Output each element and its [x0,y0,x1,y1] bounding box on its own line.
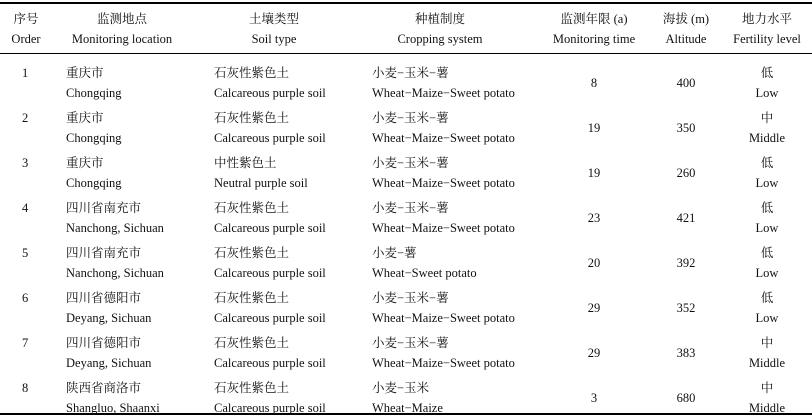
row-soil-type-en: Neutral purple soil [214,176,308,190]
row-fertility-cn: 低 [760,156,774,170]
row-cropping-system [372,288,542,328]
header-time-en: Monitoring time [552,32,636,46]
row-cropping-system-cn: 小麦−玉米−薯 [372,336,449,350]
row-order-value: 7 [22,336,29,350]
row-cropping-system [372,378,542,418]
row-location-cn: 陕西省商洛市 [66,381,142,395]
row-location-en: Nanchong, Sichuan [66,266,164,280]
row-cropping-system-en: Wheat−Maize−Sweet potato [372,311,515,325]
row-altitude [654,388,718,408]
row-altitude [654,73,718,93]
row-soil-type-en: Calcareous purple soil [214,356,326,370]
row-location-cn: 重庆市 [66,66,104,80]
row-fertility-en: Low [755,221,779,235]
row-soil-type-cn: 石灰性紫色土 [214,111,290,125]
header-fertility [722,9,812,49]
row-monitoring-time [546,208,642,228]
row-cropping-system-cn: 小麦−玉米−薯 [372,201,449,215]
row-soil-type-cn: 石灰性紫色土 [214,291,290,305]
row-location-en: Chongqing [66,86,122,100]
row-location-en: Shangluo, Shaanxi [66,401,160,415]
row-fertility-cn: 中 [760,381,774,395]
row-soil-type-cn: 石灰性紫色土 [214,336,290,350]
row-fertility [722,63,812,103]
row-order-value: 5 [22,246,29,260]
header-rule [0,53,812,54]
header-crop [380,9,500,49]
row-order-value: 6 [22,291,29,305]
row-cropping-system-cn: 小麦−玉米−薯 [372,156,449,170]
row-location-en: Deyang, Sichuan [66,356,152,370]
row-order-value: 3 [22,156,29,170]
row-cropping-system [372,243,542,283]
header-order-cn: 序号 [13,12,39,26]
row-cropping-system-en: Wheat−Maize [372,401,443,415]
row-location-cn: 重庆市 [66,111,104,125]
header-location-cn: 监测地点 [96,12,147,26]
row-fertility-cn: 低 [760,246,774,260]
row-cropping-system [372,198,542,238]
row-altitude [654,298,718,318]
header-crop-en: Cropping system [397,32,483,46]
row-monitoring-time [546,388,642,408]
row-soil-type-cn: 石灰性紫色土 [214,201,290,215]
header-altitude-cn: 海拔 (m) [662,12,710,26]
row-altitude [654,253,718,273]
row-soil-type [214,288,364,328]
row-monitoring-time-value: 3 [590,391,598,405]
row-fertility-en: Middle [748,356,786,370]
header-location [62,9,182,49]
row-order [22,378,42,398]
row-fertility-en: Low [755,266,779,280]
row-order [22,63,42,83]
header-soil-en: Soil type [251,32,297,46]
row-cropping-system [372,108,542,148]
row-order [22,288,42,308]
row-fertility [722,198,812,238]
row-order-value: 8 [22,381,29,395]
row-soil-type [214,333,364,373]
row-order [22,243,42,263]
row-fertility-en: Middle [748,401,786,415]
row-altitude-value: 383 [676,346,696,360]
row-location [66,63,206,103]
row-monitoring-time [546,118,642,138]
row-location-cn: 四川省南充市 [66,246,142,260]
row-location [66,243,206,283]
row-fertility [722,108,812,148]
row-monitoring-time [546,253,642,273]
row-soil-type [214,153,364,193]
row-location-cn: 四川省南充市 [66,201,142,215]
row-fertility [722,153,812,193]
row-location-en: Deyang, Sichuan [66,311,152,325]
row-soil-type [214,63,364,103]
header-order [0,9,52,49]
row-location-en: Chongqing [66,176,122,190]
header-soil [214,9,334,49]
row-order-value: 1 [22,66,29,80]
row-location-en: Nanchong, Sichuan [66,221,164,235]
row-cropping-system-en: Wheat−Maize−Sweet potato [372,176,515,190]
row-location [66,108,206,148]
row-location [66,378,206,418]
row-soil-type-en: Calcareous purple soil [214,311,326,325]
row-altitude-value: 421 [676,211,696,225]
row-fertility-cn: 低 [760,291,774,305]
row-cropping-system-en: Wheat−Maize−Sweet potato [372,356,515,370]
row-monitoring-time-value: 29 [587,301,601,315]
row-location-en: Chongqing [66,131,122,145]
row-order [22,108,42,128]
header-time-cn: 监测年限 (a) [560,12,628,26]
row-location [66,198,206,238]
row-cropping-system-en: Wheat−Sweet potato [372,266,477,280]
row-altitude [654,343,718,363]
row-monitoring-time-value: 29 [587,346,601,360]
row-altitude [654,208,718,228]
row-cropping-system-cn: 小麦−玉米−薯 [372,66,449,80]
row-order [22,198,42,218]
row-soil-type-en: Calcareous purple soil [214,401,326,415]
row-soil-type-cn: 石灰性紫色土 [214,246,290,260]
header-order-en: Order [11,32,41,46]
header-altitude-en: Altitude [665,32,707,46]
row-order-value: 2 [22,111,29,125]
row-fertility-cn: 中 [760,336,774,350]
row-order [22,333,42,353]
row-soil-type-en: Calcareous purple soil [214,131,326,145]
row-fertility [722,243,812,283]
row-soil-type-cn: 中性紫色土 [214,156,277,170]
row-soil-type [214,378,364,418]
row-altitude-value: 350 [676,121,696,135]
row-location-cn: 重庆市 [66,156,104,170]
row-cropping-system-cn: 小麦−玉米−薯 [372,111,449,125]
row-altitude-value: 400 [676,76,696,90]
row-monitoring-time [546,73,642,93]
row-monitoring-time-value: 19 [587,121,601,135]
row-cropping-system-cn: 小麦−玉米−薯 [372,291,449,305]
row-altitude [654,118,718,138]
row-altitude-value: 392 [676,256,696,270]
row-monitoring-time [546,343,642,363]
row-location-cn: 四川省德阳市 [66,291,142,305]
header-time [546,9,642,49]
row-cropping-system-en: Wheat−Maize−Sweet potato [372,131,515,145]
row-fertility-en: Middle [748,131,786,145]
row-altitude-value: 352 [676,301,696,315]
header-soil-cn: 土壤类型 [248,12,299,26]
row-monitoring-time [546,163,642,183]
row-fertility-en: Low [755,176,779,190]
row-fertility [722,288,812,328]
row-altitude-value: 260 [676,166,696,180]
row-soil-type [214,198,364,238]
row-fertility-en: Low [755,86,779,100]
row-location-cn: 四川省德阳市 [66,336,142,350]
row-cropping-system-cn: 小麦−薯 [372,246,417,260]
row-soil-type [214,243,364,283]
row-soil-type-cn: 石灰性紫色土 [214,381,290,395]
header-fertility-cn: 地力水平 [741,12,792,26]
row-soil-type-en: Calcareous purple soil [214,86,326,100]
row-monitoring-time [546,298,642,318]
row-monitoring-time-value: 8 [590,76,598,90]
row-location [66,153,206,193]
row-order-value: 4 [22,201,29,215]
row-order [22,153,42,173]
row-fertility-en: Low [755,311,779,325]
row-cropping-system-cn: 小麦−玉米 [372,381,430,395]
row-fertility [722,378,812,418]
row-location [66,333,206,373]
row-cropping-system [372,333,542,373]
header-location-en: Monitoring location [71,32,173,46]
row-monitoring-time-value: 19 [587,166,601,180]
row-cropping-system [372,153,542,193]
header-fertility-en: Fertility level [733,32,801,46]
row-cropping-system-en: Wheat−Maize−Sweet potato [372,86,515,100]
row-soil-type-cn: 石灰性紫色土 [214,66,290,80]
row-monitoring-time-value: 23 [587,211,601,225]
row-fertility-cn: 低 [760,201,774,215]
header-altitude [654,9,718,49]
row-fertility-cn: 低 [760,66,774,80]
row-soil-type [214,108,364,148]
row-fertility-cn: 中 [760,111,774,125]
header-crop-cn: 种植制度 [414,12,465,26]
row-altitude [654,163,718,183]
row-cropping-system [372,63,542,103]
row-fertility [722,333,812,373]
row-monitoring-time-value: 20 [587,256,601,270]
top-rule [0,2,812,4]
row-cropping-system-en: Wheat−Maize−Sweet potato [372,221,515,235]
row-location [66,288,206,328]
row-soil-type-en: Calcareous purple soil [214,221,326,235]
row-soil-type-en: Calcareous purple soil [214,266,326,280]
row-altitude-value: 680 [676,391,696,405]
